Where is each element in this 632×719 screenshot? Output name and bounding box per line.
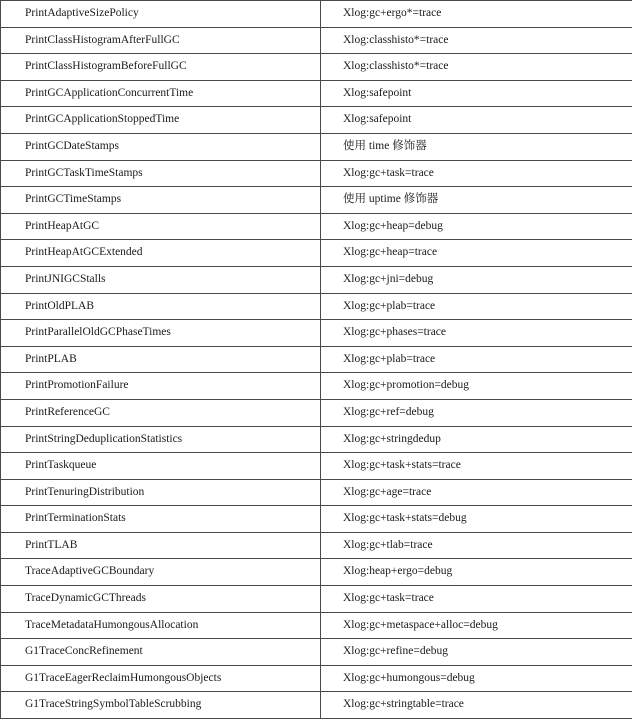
replacement-cell: Xlog:gc+tlab=trace [321,532,632,559]
replacement-cell: Xlog:heap+ergo=debug [321,559,632,586]
option-name-cell: G1TraceConcRefinement [1,639,321,666]
option-name-cell: PrintClassHistogramBeforeFullGC [1,54,321,81]
table-row [1,665,632,692]
option-name-cell: TraceDynamicGCThreads [1,586,321,613]
table-row [1,1,632,28]
table-row [1,133,632,160]
table-row [1,479,632,506]
table-row [1,692,632,719]
replacement-cell: Xlog:gc+ergo*=trace [321,1,632,28]
option-name-cell: PrintTerminationStats [1,506,321,533]
replacement-cell: Xlog:gc+plab=trace [321,346,632,373]
option-name-cell: PrintPromotionFailure [1,373,321,400]
table-row [1,54,632,81]
table-row [1,586,632,613]
option-name-cell: PrintOldPLAB [1,293,321,320]
option-name-cell: TraceAdaptiveGCBoundary [1,559,321,586]
replacement-cell: Xlog:gc+task+stats=debug [321,506,632,533]
replacement-cell: Xlog:gc+task=trace [321,586,632,613]
table-row [1,373,632,400]
replacement-cell: Xlog:gc+stringtable=trace [321,692,632,719]
option-name-cell: G1TraceEagerReclaimHumongousObjects [1,665,321,692]
replacement-cell: Xlog:gc+heap=trace [321,240,632,267]
table-row [1,240,632,267]
replacement-cell: Xlog:gc+heap=debug [321,213,632,240]
table-row [1,559,632,586]
table-row [1,453,632,480]
table-row [1,160,632,187]
option-name-cell: PrintParallelOldGCPhaseTimes [1,320,321,347]
option-name-cell: PrintTaskqueue [1,453,321,480]
option-name-cell: PrintStringDeduplicationStatistics [1,426,321,453]
option-name-cell: PrintTenuringDistribution [1,479,321,506]
table-row [1,320,632,347]
option-name-cell: PrintPLAB [1,346,321,373]
replacement-cell: Xlog:gc+task=trace [321,160,632,187]
option-name-cell: PrintAdaptiveSizePolicy [1,1,321,28]
table-row [1,399,632,426]
option-name-cell: PrintHeapAtGCExtended [1,240,321,267]
table-row [1,266,632,293]
option-name-cell: PrintGCApplicationStoppedTime [1,107,321,134]
replacement-cell: Xlog:gc+phases=trace [321,320,632,347]
replacement-cell: 使用 uptime 修饰器 [321,187,632,214]
option-name-cell: PrintJNIGCStalls [1,266,321,293]
option-name-cell: PrintClassHistogramAfterFullGC [1,27,321,54]
replacement-cell: Xlog:safepoint [321,80,632,107]
table-row [1,346,632,373]
option-name-cell: PrintGCDateStamps [1,133,321,160]
option-name-cell: PrintHeapAtGC [1,213,321,240]
replacement-cell: Xlog:safepoint [321,107,632,134]
table-row [1,293,632,320]
replacement-cell: Xlog:gc+jni=debug [321,266,632,293]
table-row [1,27,632,54]
table-row [1,80,632,107]
table-row [1,187,632,214]
table-row [1,426,632,453]
replacement-cell: Xlog:gc+refine=debug [321,639,632,666]
table-row [1,532,632,559]
option-name-cell: G1TraceStringSymbolTableScrubbing [1,692,321,719]
option-name-cell: PrintGCTimeStamps [1,187,321,214]
table-row [1,213,632,240]
table-body [1,1,632,719]
replacement-cell: Xlog:classhisto*=trace [321,27,632,54]
option-name-cell: PrintTLAB [1,532,321,559]
replacement-cell: Xlog:gc+metaspace+alloc=debug [321,612,632,639]
replacement-cell: 使用 time 修饰器 [321,133,632,160]
option-name-cell: TraceMetadataHumongousAllocation [1,612,321,639]
table-row [1,639,632,666]
replacement-cell: Xlog:gc+promotion=debug [321,373,632,400]
table-row [1,506,632,533]
replacement-cell: Xlog:gc+age=trace [321,479,632,506]
replacement-cell: Xlog:gc+ref=debug [321,399,632,426]
table-row [1,107,632,134]
replacement-cell: Xlog:gc+plab=trace [321,293,632,320]
replacement-cell: Xlog:classhisto*=trace [321,54,632,81]
replacement-cell: Xlog:gc+task+stats=trace [321,453,632,480]
replacement-cell: Xlog:gc+stringdedup [321,426,632,453]
option-name-cell: PrintGCApplicationConcurrentTime [1,80,321,107]
option-name-cell: PrintGCTaskTimeStamps [1,160,321,187]
option-name-cell: PrintReferenceGC [1,399,321,426]
replacement-cell: Xlog:gc+humongous=debug [321,665,632,692]
table-row [1,612,632,639]
